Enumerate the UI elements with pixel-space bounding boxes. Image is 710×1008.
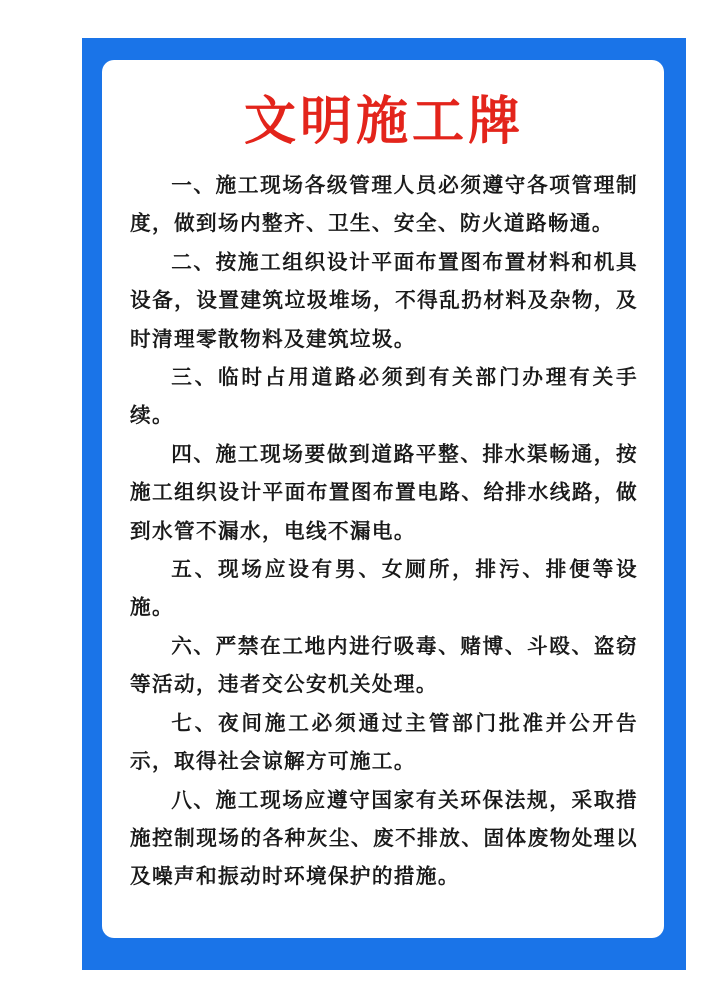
rule-item: 八、施工现场应遵守国家有关环保法规，采取措施控制现场的各种灰尘、废不排放、固体废物处理以及噪声和振动时环境保护的措施。: [130, 787, 638, 889]
sign-title: 文明施工牌: [243, 92, 524, 152]
rule-item: 四、施工现场要做到道路平整、排水渠畅通，按施工组织设计平面布置图布置电路、给排水线路，做到水管不漏水，电线不漏电。: [130, 441, 638, 543]
rule-item: 五、现场应设有男、女厕所，排污、排便等设施。: [130, 557, 638, 620]
rule-item: 六、严禁在工地内进行吸毒、赌博、斗殴、盗窃等活动，违者交公安机关处理。: [130, 633, 638, 697]
rule-item: 七、夜间施工必须通过主管部门批准并公开告示，取得社会谅解方可施工。: [130, 710, 638, 774]
sign-panel: [102, 60, 664, 938]
rule-item: 一、施工现场各级管理人员必须遵守各项管理制度，做到场内整齐、卫生、安全、防火道路畅通。: [130, 173, 638, 236]
rule-item: 二、按施工组织设计平面布置图布置材料和机具设备，设置建筑垃圾堆场，不得乱扔材料及杂物，及时清理零散物料及建筑垃圾。: [130, 249, 638, 351]
rules-list: [130, 166, 638, 896]
rule-item: 三、临时占用道路必须到有关部门办理有关手续。: [130, 365, 638, 428]
